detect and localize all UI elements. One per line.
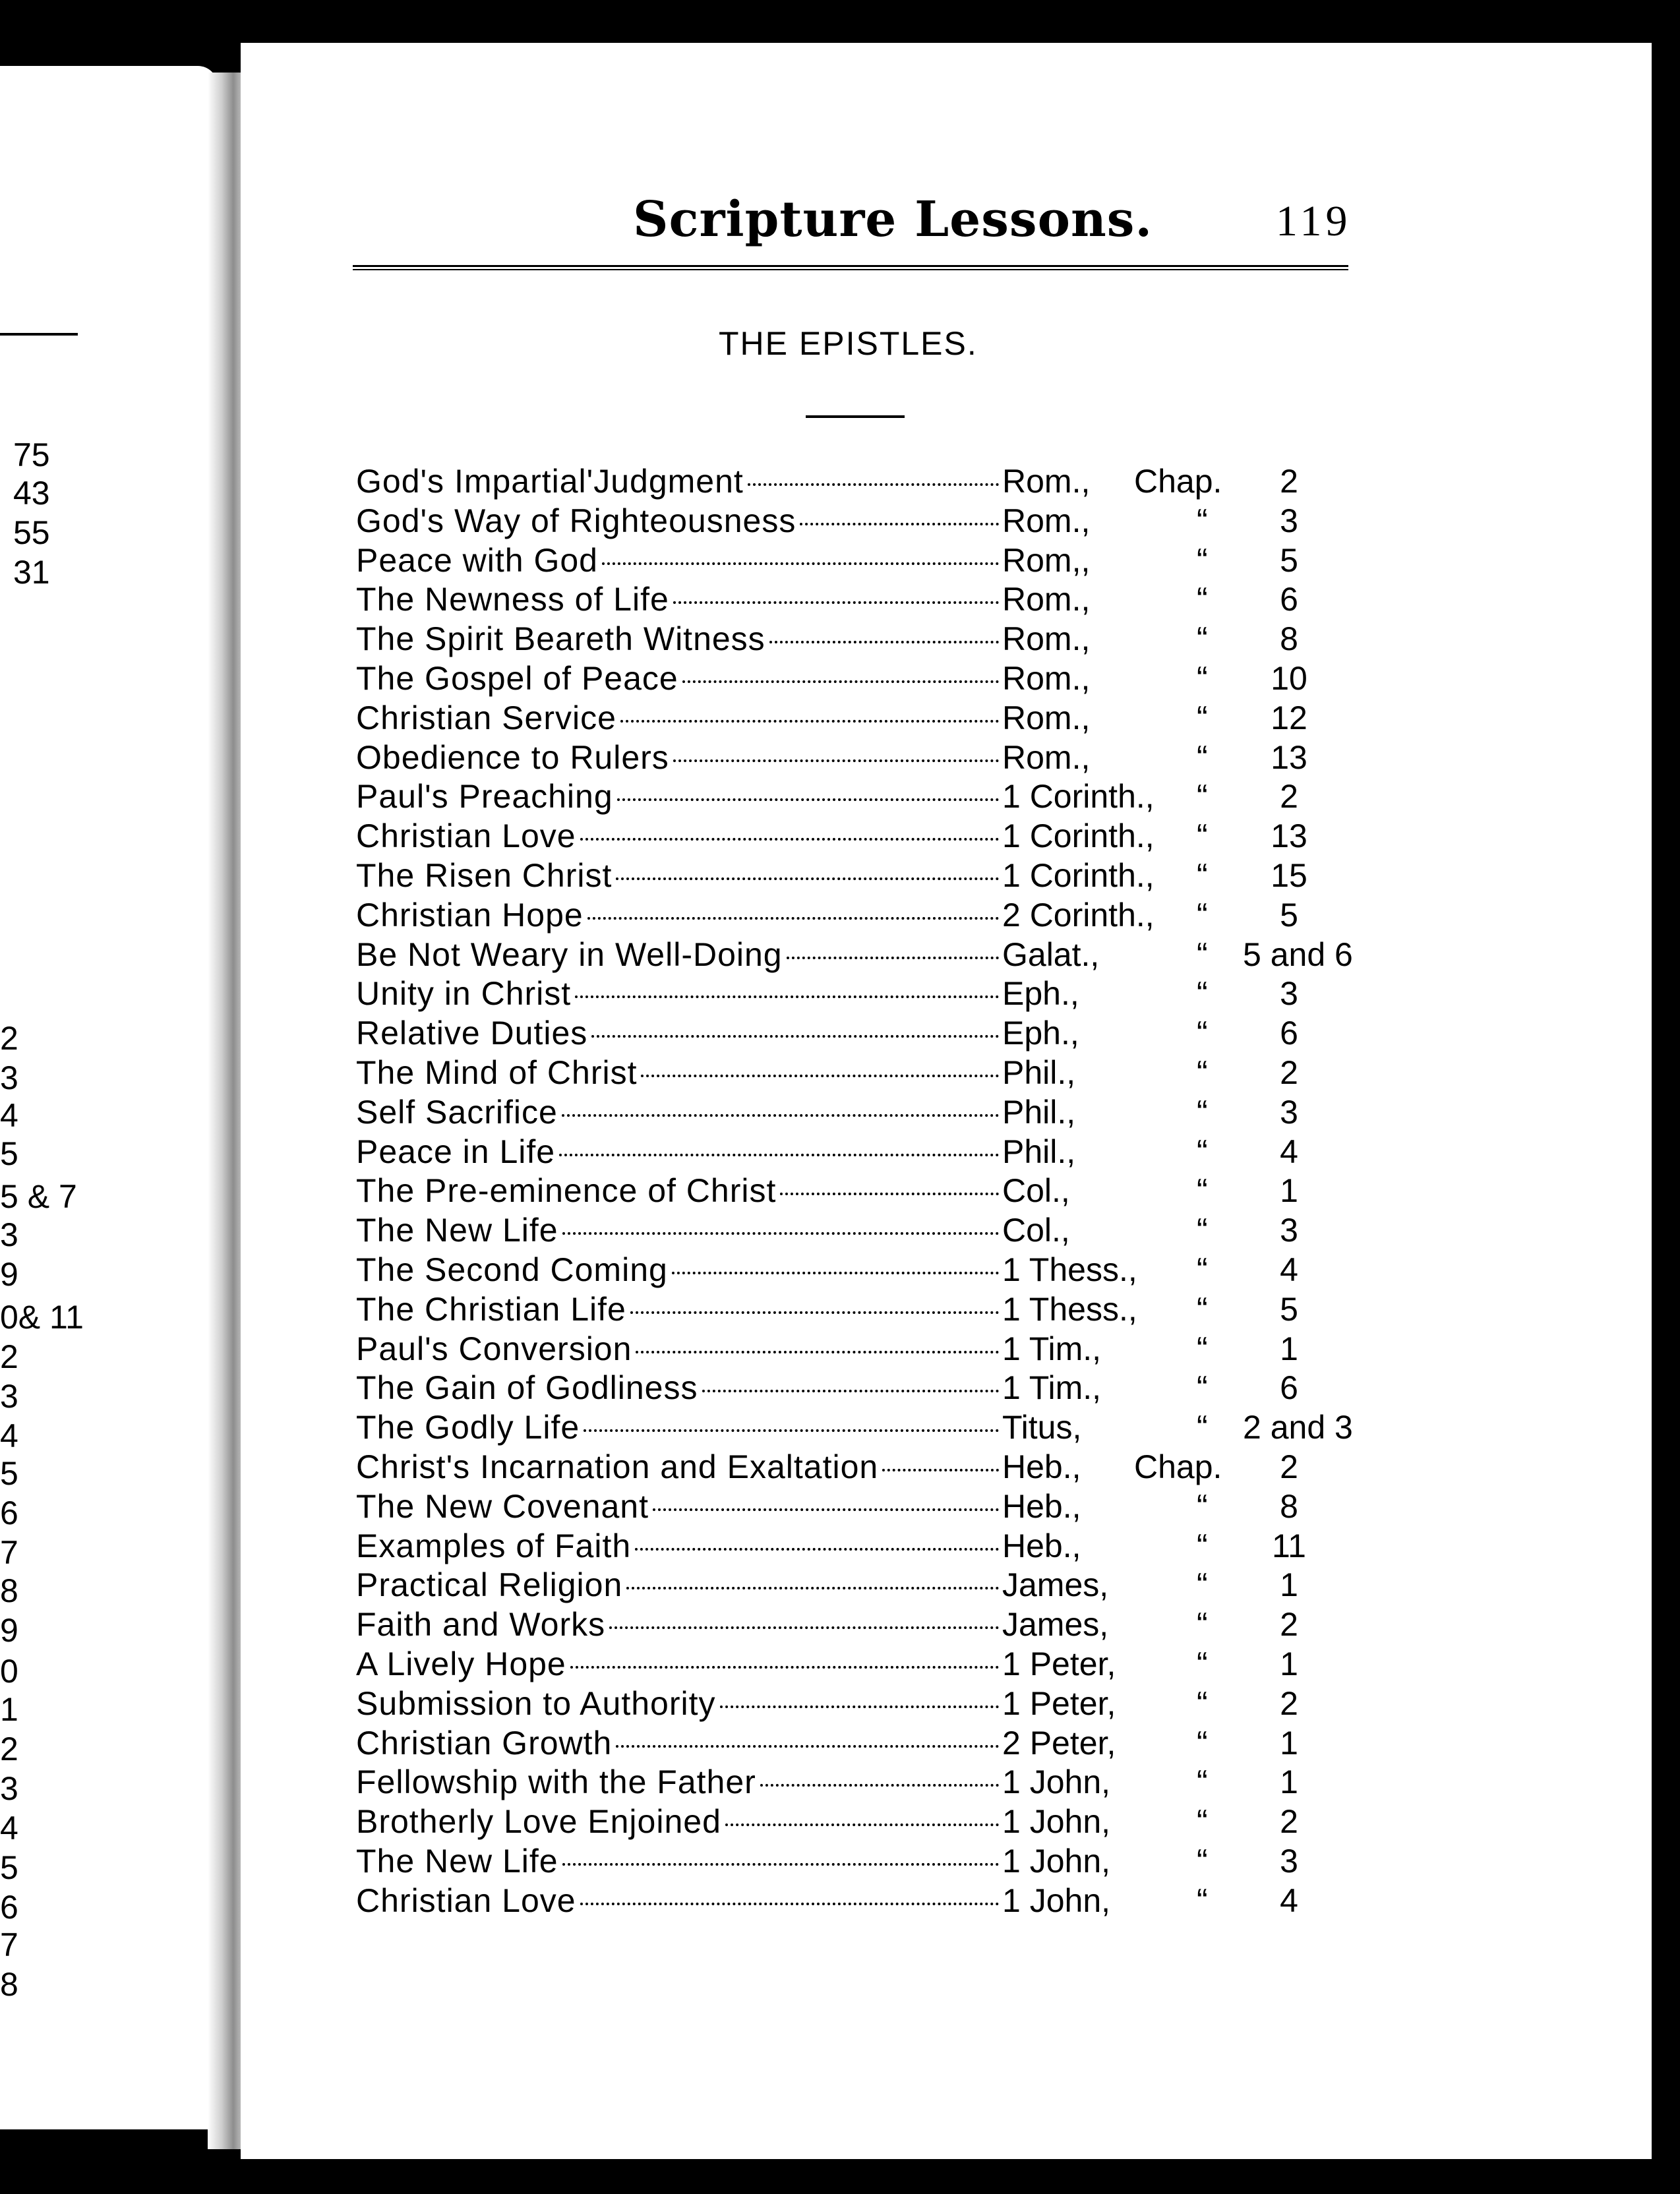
lesson-row xyxy=(356,1605,1385,1644)
chapter-number: 6 xyxy=(1280,1369,1298,1407)
dot-leader xyxy=(641,1075,999,1077)
chapter-number: 2 xyxy=(1280,778,1298,815)
ditto-mark: “ xyxy=(1197,1093,1208,1131)
lesson-book: Rom., xyxy=(1002,463,1091,500)
lesson-row xyxy=(356,777,1385,816)
left-page-fragment: 9 xyxy=(0,1256,18,1293)
chapter-number: 4 xyxy=(1280,1882,1298,1919)
lesson-title: God's Impartial'Judgment xyxy=(356,463,744,500)
dot-leader xyxy=(725,1823,999,1826)
lesson-title: Self Sacrifice xyxy=(356,1093,558,1131)
lesson-title: The Newness of Life xyxy=(356,581,669,618)
lesson-book: 1 Peter, xyxy=(1002,1645,1116,1682)
chapter-number: 2 xyxy=(1280,1684,1298,1722)
chapter-number: 3 xyxy=(1280,1842,1298,1880)
lesson-title: Relative Duties xyxy=(356,1015,588,1052)
ditto-mark: “ xyxy=(1197,1882,1208,1919)
lesson-book: Rom., xyxy=(1002,659,1091,697)
left-page-fragment: 6 xyxy=(0,1889,18,1926)
lesson-title: Brotherly Love Enjoined xyxy=(356,1803,721,1841)
lesson-book: Phil., xyxy=(1002,1053,1076,1091)
lesson-title: Obedience to Rulers xyxy=(356,738,669,776)
lesson-book: Rom., xyxy=(1002,738,1091,776)
dot-leader xyxy=(591,1035,999,1038)
lesson-title: Christian Hope xyxy=(356,896,584,934)
lesson-row xyxy=(356,1329,1385,1369)
header-double-rule xyxy=(353,265,1348,270)
chapter-label: Chap. xyxy=(1134,1448,1222,1485)
lesson-book: Phil., xyxy=(1002,1133,1076,1170)
lesson-row xyxy=(356,501,1385,541)
lesson-row xyxy=(356,1802,1385,1841)
lesson-title: Christian Love xyxy=(356,1882,576,1919)
lesson-row xyxy=(356,1053,1385,1092)
lesson-book: Eph., xyxy=(1002,975,1079,1013)
dot-leader xyxy=(587,917,999,920)
lesson-book: Heb., xyxy=(1002,1527,1081,1564)
left-page-fragment: 2 xyxy=(0,1020,18,1057)
dot-leader xyxy=(673,601,999,604)
dot-leader xyxy=(617,798,999,801)
left-page-fragment: 4 xyxy=(0,1097,18,1134)
left-page-fragment: 55 xyxy=(13,514,50,551)
lesson-title: Christian Love xyxy=(356,817,576,855)
left-page-fragment: 5 & 7 xyxy=(0,1178,77,1215)
left-page-fragment: 8 xyxy=(0,1966,18,2003)
lesson-title: The Spirit Beareth Witness xyxy=(356,620,765,658)
ditto-mark: “ xyxy=(1197,1803,1208,1841)
chapter-number: 3 xyxy=(1280,1093,1298,1131)
lesson-title: The Gain of Godliness xyxy=(356,1369,698,1407)
chapter-number: 6 xyxy=(1280,581,1298,618)
dot-leader xyxy=(609,1626,999,1629)
chapter-number: 13 xyxy=(1271,817,1307,855)
lesson-title: The New Life xyxy=(356,1842,558,1880)
dot-leader xyxy=(720,1705,999,1708)
chapter-label: Chap. xyxy=(1134,463,1222,500)
lesson-book: Rom., xyxy=(1002,581,1091,618)
left-page-fragment: 43 xyxy=(13,475,50,512)
chapter-number: 2 and 3 xyxy=(1243,1409,1353,1446)
lesson-row xyxy=(356,1565,1385,1605)
lesson-title: Submission to Authority xyxy=(356,1684,716,1722)
left-page-rule xyxy=(0,333,78,336)
left-page xyxy=(0,66,218,2129)
chapter-number: 5 and 6 xyxy=(1243,935,1353,973)
lesson-row xyxy=(356,461,1385,501)
chapter-number: 5 xyxy=(1280,1290,1298,1328)
lesson-book: 1 Thess., xyxy=(1002,1290,1137,1328)
left-page-fragment: 7 xyxy=(0,1926,18,1963)
left-page-fragment: 4 xyxy=(0,1810,18,1847)
dot-leader xyxy=(636,1351,999,1353)
lesson-row xyxy=(356,1250,1385,1290)
ditto-mark: “ xyxy=(1197,1172,1208,1210)
left-page-fragment: 9 xyxy=(0,1612,18,1649)
lesson-book: 1 Corinth., xyxy=(1002,778,1155,815)
chapter-number: 1 xyxy=(1280,1724,1298,1762)
dot-leader xyxy=(562,1863,999,1866)
left-page-fragment: 8 xyxy=(0,1572,18,1609)
ditto-mark: “ xyxy=(1197,620,1208,658)
dot-leader xyxy=(616,1745,999,1748)
chapter-number: 2 xyxy=(1280,1448,1298,1485)
lesson-list xyxy=(356,461,1385,1920)
lesson-title: The Gospel of Peace xyxy=(356,659,678,697)
lesson-book: Rom., xyxy=(1002,502,1091,539)
left-page-fragment: 5 xyxy=(0,1849,18,1886)
chapter-number: 3 xyxy=(1280,1212,1298,1249)
lesson-title: The New Covenant xyxy=(356,1487,649,1525)
ditto-mark: “ xyxy=(1197,1684,1208,1722)
dot-leader xyxy=(580,1903,999,1905)
ditto-mark: “ xyxy=(1197,1290,1208,1328)
left-page-fragment: 2 xyxy=(0,1731,18,1767)
left-page-fragment: 2 xyxy=(0,1338,18,1375)
lesson-row xyxy=(356,1408,1385,1447)
left-page-fragment: 4 xyxy=(0,1417,18,1454)
lesson-book: Titus, xyxy=(1002,1409,1082,1446)
lesson-book: Galat., xyxy=(1002,935,1100,973)
dot-leader xyxy=(780,1193,999,1195)
lesson-row xyxy=(356,816,1385,856)
lesson-title: Faith and Works xyxy=(356,1606,606,1644)
chapter-number: 12 xyxy=(1271,699,1307,736)
lesson-book: Heb., xyxy=(1002,1448,1081,1485)
page-number: 119 xyxy=(1276,197,1352,245)
chapter-number: 1 xyxy=(1280,1764,1298,1801)
lesson-title: God's Way of Righteousness xyxy=(356,502,796,539)
lesson-row xyxy=(356,974,1385,1013)
left-page-fragment: 5 xyxy=(0,1135,18,1172)
dot-leader xyxy=(602,562,999,565)
ditto-mark: “ xyxy=(1197,581,1208,618)
lesson-title: Christian Service xyxy=(356,699,616,736)
lesson-book: Eph., xyxy=(1002,1015,1079,1052)
lesson-book: 1 Tim., xyxy=(1002,1369,1102,1407)
ditto-mark: “ xyxy=(1197,856,1208,894)
chapter-number: 5 xyxy=(1280,896,1298,934)
lesson-book: Rom,, xyxy=(1002,541,1091,579)
lesson-book: 1 Corinth., xyxy=(1002,856,1155,894)
ditto-mark: “ xyxy=(1197,975,1208,1013)
lesson-book: Col., xyxy=(1002,1172,1070,1210)
lesson-book: Rom., xyxy=(1002,620,1091,658)
dot-leader xyxy=(584,1429,999,1432)
lesson-row xyxy=(356,1132,1385,1171)
left-page-fragment: 0 xyxy=(0,1653,18,1690)
ditto-mark: “ xyxy=(1197,1330,1208,1367)
left-page-fragment: 3 xyxy=(0,1378,18,1415)
running-header-title: Scripture Lessons. xyxy=(633,191,1153,248)
chapter-number: 15 xyxy=(1271,856,1307,894)
lesson-row xyxy=(356,1013,1385,1053)
lesson-row xyxy=(356,1841,1385,1881)
dot-leader xyxy=(748,483,999,486)
section-title: THE EPISTLES. xyxy=(719,325,978,362)
ditto-mark: “ xyxy=(1197,1566,1208,1604)
ditto-mark: “ xyxy=(1197,935,1208,973)
left-page-fragment: 3 xyxy=(0,1770,18,1807)
lesson-row xyxy=(356,1092,1385,1132)
left-page-fragment: 1 xyxy=(0,1691,18,1728)
chapter-number: 11 xyxy=(1272,1527,1306,1564)
dot-leader xyxy=(769,641,999,643)
dot-leader xyxy=(626,1587,999,1589)
dot-leader xyxy=(562,1114,999,1117)
dot-leader xyxy=(682,680,999,683)
dot-leader xyxy=(575,995,999,998)
lesson-title: The Mind of Christ xyxy=(356,1053,638,1091)
lesson-book: James, xyxy=(1002,1606,1109,1644)
lesson-row xyxy=(356,1290,1385,1329)
lesson-book: 1 Thess., xyxy=(1002,1251,1137,1288)
lesson-book: 1 Tim., xyxy=(1002,1330,1102,1367)
lesson-row xyxy=(356,1684,1385,1723)
left-page-fragment: 3 xyxy=(0,1059,18,1096)
dot-leader xyxy=(635,1548,999,1551)
ditto-mark: “ xyxy=(1197,1842,1208,1880)
dot-leader xyxy=(616,877,999,880)
lesson-row xyxy=(356,1644,1385,1684)
lesson-row xyxy=(356,698,1385,738)
dot-leader xyxy=(580,838,999,841)
left-page-fragment: 7 xyxy=(0,1534,18,1571)
ditto-mark: “ xyxy=(1197,1724,1208,1762)
lesson-title: Unity in Christ xyxy=(356,975,572,1013)
lesson-title: The Christian Life xyxy=(356,1290,626,1328)
lesson-title: Peace with God xyxy=(356,541,598,579)
lesson-book: Phil., xyxy=(1002,1093,1076,1131)
lesson-row xyxy=(356,1447,1385,1487)
lesson-title: A Lively Hope xyxy=(356,1645,566,1682)
lesson-title: Christ's Incarnation and Exaltation xyxy=(356,1448,879,1485)
lesson-row xyxy=(356,1881,1385,1920)
ditto-mark: “ xyxy=(1197,738,1208,776)
chapter-number: 1 xyxy=(1280,1645,1298,1682)
dot-leader xyxy=(653,1508,999,1511)
lesson-row xyxy=(356,659,1385,698)
lesson-title: Peace in Life xyxy=(356,1133,556,1170)
lesson-row xyxy=(356,1210,1385,1250)
ditto-mark: “ xyxy=(1197,1015,1208,1052)
ditto-mark: “ xyxy=(1197,659,1208,697)
lesson-row xyxy=(356,1526,1385,1566)
lesson-row xyxy=(356,579,1385,619)
lesson-title: Paul's Conversion xyxy=(356,1330,632,1367)
chapter-number: 4 xyxy=(1280,1133,1298,1170)
ditto-mark: “ xyxy=(1197,896,1208,934)
lesson-title: The Godly Life xyxy=(356,1409,580,1446)
lesson-row xyxy=(356,895,1385,935)
ditto-mark: “ xyxy=(1197,1053,1208,1091)
dot-leader xyxy=(800,523,999,525)
ditto-mark: “ xyxy=(1197,778,1208,815)
lesson-title: The Risen Christ xyxy=(356,856,613,894)
lesson-row xyxy=(356,541,1385,580)
dot-leader xyxy=(630,1311,999,1314)
lesson-book: 1 John, xyxy=(1002,1764,1111,1801)
dot-leader xyxy=(673,759,999,762)
lesson-book: 2 Peter, xyxy=(1002,1724,1116,1762)
lesson-row xyxy=(356,935,1385,974)
lesson-book: 1 John, xyxy=(1002,1882,1111,1919)
section-divider xyxy=(806,415,905,418)
dot-leader xyxy=(620,720,999,723)
ditto-mark: “ xyxy=(1197,1409,1208,1446)
dot-leader xyxy=(672,1272,999,1274)
lesson-title: Be Not Weary in Well-Doing xyxy=(356,935,783,973)
left-page-fragment: 31 xyxy=(13,554,50,591)
lesson-title: Fellowship with the Father xyxy=(356,1764,756,1801)
lesson-book: 2 Corinth., xyxy=(1002,896,1155,934)
chapter-number: 2 xyxy=(1280,463,1298,500)
lesson-row xyxy=(356,856,1385,895)
left-page-fragment: 75 xyxy=(13,436,50,473)
dot-leader xyxy=(760,1784,999,1787)
ditto-mark: “ xyxy=(1197,1369,1208,1407)
chapter-number: 6 xyxy=(1280,1015,1298,1052)
left-page-fragment: 0& 11 xyxy=(0,1299,84,1336)
lesson-title: Paul's Preaching xyxy=(356,778,613,815)
chapter-number: 1 xyxy=(1280,1172,1298,1210)
lesson-row xyxy=(356,738,1385,777)
lesson-book: 1 Corinth., xyxy=(1002,817,1155,855)
dot-leader xyxy=(702,1390,999,1392)
lesson-row xyxy=(356,1723,1385,1763)
chapter-number: 13 xyxy=(1271,738,1307,776)
ditto-mark: “ xyxy=(1197,1645,1208,1682)
lesson-title: The Second Coming xyxy=(356,1251,668,1288)
left-page-fragment: 6 xyxy=(0,1495,18,1531)
ditto-mark: “ xyxy=(1197,817,1208,855)
ditto-mark: “ xyxy=(1197,1606,1208,1644)
dot-leader xyxy=(882,1469,999,1471)
lesson-title: The New Life xyxy=(356,1212,558,1249)
chapter-number: 5 xyxy=(1280,541,1298,579)
lesson-book: 1 Peter, xyxy=(1002,1684,1116,1722)
ditto-mark: “ xyxy=(1197,1527,1208,1564)
chapter-number: 2 xyxy=(1280,1803,1298,1841)
lesson-row xyxy=(356,1171,1385,1210)
dot-leader xyxy=(562,1232,999,1235)
ditto-mark: “ xyxy=(1197,541,1208,579)
lesson-title: Examples of Faith xyxy=(356,1527,632,1564)
lesson-title: Practical Religion xyxy=(356,1566,623,1604)
chapter-number: 10 xyxy=(1271,659,1307,697)
left-page-fragment: 3 xyxy=(0,1216,18,1253)
lesson-row xyxy=(356,619,1385,659)
ditto-mark: “ xyxy=(1197,1487,1208,1525)
dot-leader xyxy=(570,1666,999,1669)
lesson-book: Rom., xyxy=(1002,699,1091,736)
chapter-number: 8 xyxy=(1280,1487,1298,1525)
lesson-book: 1 John, xyxy=(1002,1803,1111,1841)
ditto-mark: “ xyxy=(1197,502,1208,539)
chapter-number: 1 xyxy=(1280,1566,1298,1604)
ditto-mark: “ xyxy=(1197,1764,1208,1801)
chapter-number: 1 xyxy=(1280,1330,1298,1367)
ditto-mark: “ xyxy=(1197,1251,1208,1288)
ditto-mark: “ xyxy=(1197,1133,1208,1170)
ditto-mark: “ xyxy=(1197,1212,1208,1249)
dot-leader xyxy=(559,1154,999,1156)
chapter-number: 8 xyxy=(1280,620,1298,658)
left-page-fragment: 5 xyxy=(0,1455,18,1492)
chapter-number: 3 xyxy=(1280,502,1298,539)
chapter-number: 3 xyxy=(1280,975,1298,1013)
lesson-row xyxy=(356,1487,1385,1526)
lesson-row xyxy=(356,1368,1385,1408)
lesson-title: The Pre-eminence of Christ xyxy=(356,1172,777,1210)
chapter-number: 2 xyxy=(1280,1606,1298,1644)
lesson-book: Heb., xyxy=(1002,1487,1081,1525)
lesson-book: Col., xyxy=(1002,1212,1070,1249)
lesson-book: James, xyxy=(1002,1566,1109,1604)
chapter-number: 4 xyxy=(1280,1251,1298,1288)
lesson-row xyxy=(356,1762,1385,1802)
chapter-number: 2 xyxy=(1280,1053,1298,1091)
lesson-title: Christian Growth xyxy=(356,1724,613,1762)
dot-leader xyxy=(787,957,999,959)
ditto-mark: “ xyxy=(1197,699,1208,736)
lesson-book: 1 John, xyxy=(1002,1842,1111,1880)
